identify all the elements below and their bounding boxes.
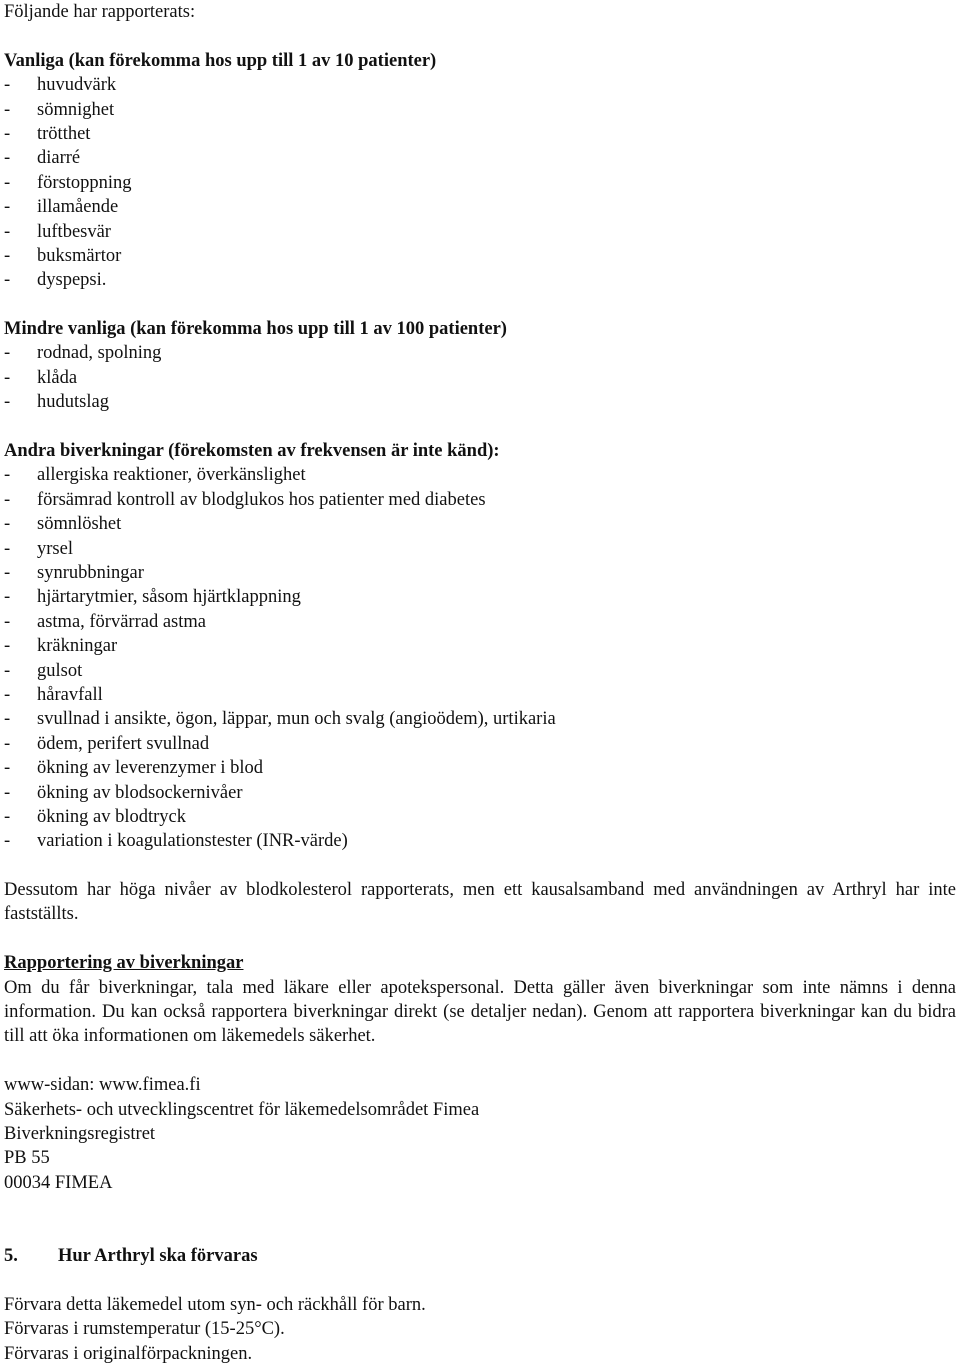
list-item: - diarré [4, 148, 81, 169]
reporting-heading: Rapportering av biverkningar [4, 953, 244, 974]
list-item: - luftbesvär [4, 221, 111, 242]
list-item: - sömnighet [4, 99, 115, 120]
list-item: - astma, förvärrad astma [4, 611, 206, 632]
list-item: - trötthet [4, 123, 91, 144]
list-item: - hjärtarytmier, såsom hjärtklappning [4, 587, 301, 608]
cholesterol-note: Dessutom har höga nivåer av blodkolesterol rapporterats, men ett kausalsamband med användningen av Arthryl har inte fastställts. [4, 880, 956, 925]
list-item: - gulsot [4, 660, 83, 681]
intro-text: Följande har rapporterats: [4, 2, 196, 22]
list-item: - ökning av leverenzymer i blod [4, 758, 264, 779]
section5-number: 5. [4, 1246, 18, 1266]
list-item: - kräkningar [4, 636, 118, 657]
contact-website: www-sidan: www.fimea.fi [4, 1075, 201, 1096]
list-item: - dyspepsi. [4, 270, 107, 291]
list-item: - svullnad i ansikte, ögon, läppar, mun och svalg (angioödem), urtikaria [4, 709, 556, 730]
contact-pobox: PB 55 [4, 1148, 50, 1169]
list-item: - försämrad kontroll av blodglukos hos patienter med diabetes [4, 489, 486, 510]
contact-registry: Biverkningsregistret [4, 1124, 156, 1145]
list-item: - rodnad, spolning [4, 343, 162, 364]
list-item: - håravfall [4, 684, 103, 705]
list-item: - ödem, perifert svullnad [4, 733, 210, 754]
leaflet-page [4, 0, 956, 1366]
list-item: - allergiska reaktioner, överkänslighet [4, 465, 306, 486]
storage-line: Förvara detta läkemedel utom syn- och räckhåll för barn. [4, 1294, 426, 1315]
uncommon-list [4, 341, 956, 414]
list-item: - förstoppning [4, 172, 132, 193]
list-item: - synrubbningar [4, 562, 144, 583]
section5-title: Hur Arthryl ska förvaras [58, 1246, 258, 1266]
list-item: - huvudvärk [4, 75, 117, 96]
storage-line: Förvaras i rumstemperatur (15-25°C). [4, 1319, 285, 1340]
uncommon-heading: Mindre vanliga (kan förekomma hos upp till 1 av 100 patienter) [4, 319, 507, 340]
list-item: - buksmärtor [4, 245, 122, 266]
reporting-text: Om du får biverkningar, tala med läkare eller apotekspersonal. Detta gäller även biverkningar som inte nämns i denna information. Du kan också rapportera biverkningar direkt (se detaljer nedan). Genom att rapportera biverkningar kan du bidra till att öka informationen om läkemedels säkerhet. [4, 977, 956, 1047]
list-item: - yrsel [4, 538, 73, 559]
list-item: - klåda [4, 367, 78, 388]
list-item: - illamående [4, 197, 119, 218]
contact-block [4, 1073, 956, 1195]
contact-postal: 00034 FIMEA [4, 1172, 113, 1193]
storage-line: Förvaras i originalförpackningen. [4, 1343, 253, 1364]
other-heading: Andra biverkningar (förekomsten av frekvensen är inte känd): [4, 441, 500, 462]
list-item: - hudutslag [4, 392, 109, 413]
other-list [4, 463, 956, 853]
contact-organization: Säkerhets- och utvecklingscentret för läkemedelsområdet Fimea [4, 1099, 480, 1120]
section5-heading [4, 1244, 956, 1268]
list-item: - sömnlöshet [4, 514, 122, 535]
common-list [4, 73, 956, 293]
list-item: - ökning av blodsockernivåer [4, 782, 243, 803]
common-heading: Vanliga (kan förekomma hos upp till 1 av 10 patienter) [4, 50, 437, 71]
list-item: - variation i koagulationstester (INR-värde) [4, 831, 348, 852]
list-item: - ökning av blodtryck [4, 806, 187, 827]
